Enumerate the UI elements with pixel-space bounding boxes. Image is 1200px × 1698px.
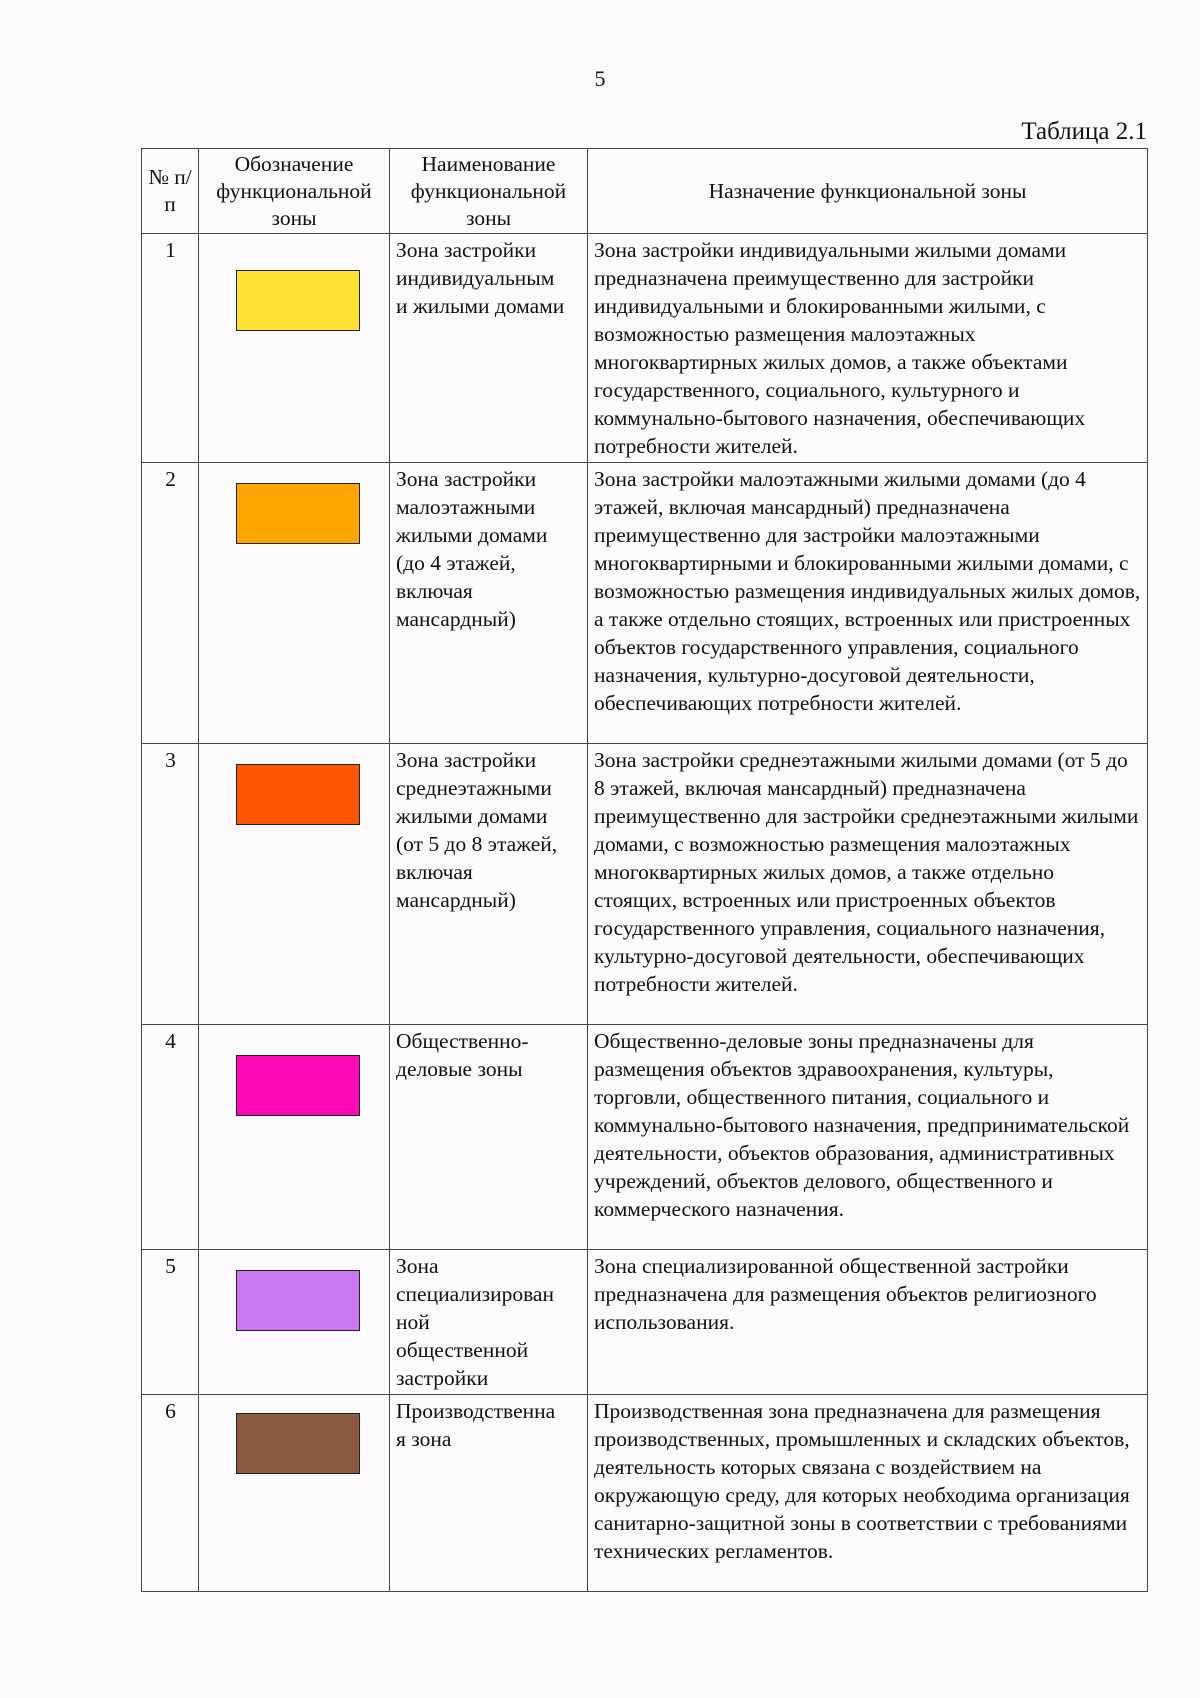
header-purpose: Назначение функциональной зоны [588, 149, 1148, 234]
zone-name: Производственна я зона [390, 1395, 588, 1592]
zone-symbol-cell [199, 234, 390, 463]
functional-zones-table [141, 148, 1148, 1592]
row-number: 4 [142, 1025, 199, 1250]
page-number: 5 [594, 66, 606, 91]
zone-name: Зона специализирован ной общественной застройки [390, 1250, 588, 1395]
zone-color-swatch [236, 764, 360, 825]
header-name: Наименование функциональной зоны [390, 149, 588, 234]
row-number: 6 [142, 1395, 199, 1592]
zone-purpose: Зона специализированной общественной застройки предназначена для размещения объектов религиозного использования. [588, 1250, 1148, 1395]
zone-color-swatch [236, 1413, 360, 1474]
zone-name: Зона застройки малоэтажными жилыми домами (до 4 этажей, включая мансардный) [390, 463, 588, 744]
zone-symbol-cell [199, 1250, 390, 1395]
table-row [142, 744, 1148, 1025]
zone-purpose: Зона застройки среднеэтажными жилыми домами (от 5 до 8 этажей, включая мансардный) предназначена преимущественно для застройки среднеэтажными жилыми домами, с возможностью размещения малоэтажных многоквартирных жилых домов, а также отдельно стоящих, встроенных или пристроенных объектов государственного управления, социального назначения, культурно-досуговой деятельности, обеспечивающих потребности жителей. [588, 744, 1148, 1025]
zone-purpose: Зона застройки малоэтажными жилыми домами (до 4 этажей, включая мансардный) предназначена преимущественно для застройки малоэтажными многоквартирными и блокированными жилыми домами, с возможностью размещения индивидуальных жилых домов, а также отдельно стоящих, встроенных или пристроенных объектов государственного управления, социального назначения, культурно-досуговой деятельности, обеспечивающих потребности жителей. [588, 463, 1148, 744]
table-row [142, 463, 1148, 744]
header-symbol: Обозначение функциональной зоны [199, 149, 390, 234]
zone-symbol-cell [199, 1025, 390, 1250]
zone-purpose: Общественно-деловые зоны предназначены для размещения объектов здравоохранения, культуры, торговли, общественного питания, социального и коммунально-бытового назначения, предпринимательской деятельности, объектов образования, административных учреждений, объектов делового, общественного и коммерческого назначения. [588, 1025, 1148, 1250]
row-number: 3 [142, 744, 199, 1025]
zone-symbol-cell [199, 744, 390, 1025]
zone-purpose: Производственная зона предназначена для размещения производственных, промышленных и складских объектов, деятельность которых связана с воздействием на окружающую среду, для которых необходима организация санитарно-защитной зоны в соответствии с требованиями технических регламентов. [588, 1395, 1148, 1592]
table-row [142, 1025, 1148, 1250]
row-number: 5 [142, 1250, 199, 1395]
zone-symbol-cell [199, 1395, 390, 1592]
zone-color-swatch [236, 270, 360, 331]
table-row [142, 234, 1148, 463]
table-row [142, 1250, 1148, 1395]
zone-symbol-cell [199, 463, 390, 744]
table-caption: Таблица 2.1 [1021, 118, 1147, 145]
row-number: 2 [142, 463, 199, 744]
zone-color-swatch [236, 483, 360, 544]
zone-name: Зона застройки индивидуальным и жилыми домами [390, 234, 588, 463]
zone-color-swatch [236, 1055, 360, 1116]
row-number: 1 [142, 234, 199, 463]
zone-name: Общественно- деловые зоны [390, 1025, 588, 1250]
table-row [142, 1395, 1148, 1592]
zone-color-swatch [236, 1270, 360, 1331]
zone-purpose: Зона застройки индивидуальными жилыми домами предназначена преимущественно для застройки индивидуальными и блокированными жилыми, с возможностью размещения малоэтажных многоквартирных жилых домов, а также объектами государственного, социального, культурного и коммунально-бытового назначения, обеспечивающих потребности жителей. [588, 234, 1148, 463]
zone-name: Зона застройки среднеэтажными жилыми домами (от 5 до 8 этажей, включая мансардный) [390, 744, 588, 1025]
header-number: № п/п [142, 149, 199, 234]
